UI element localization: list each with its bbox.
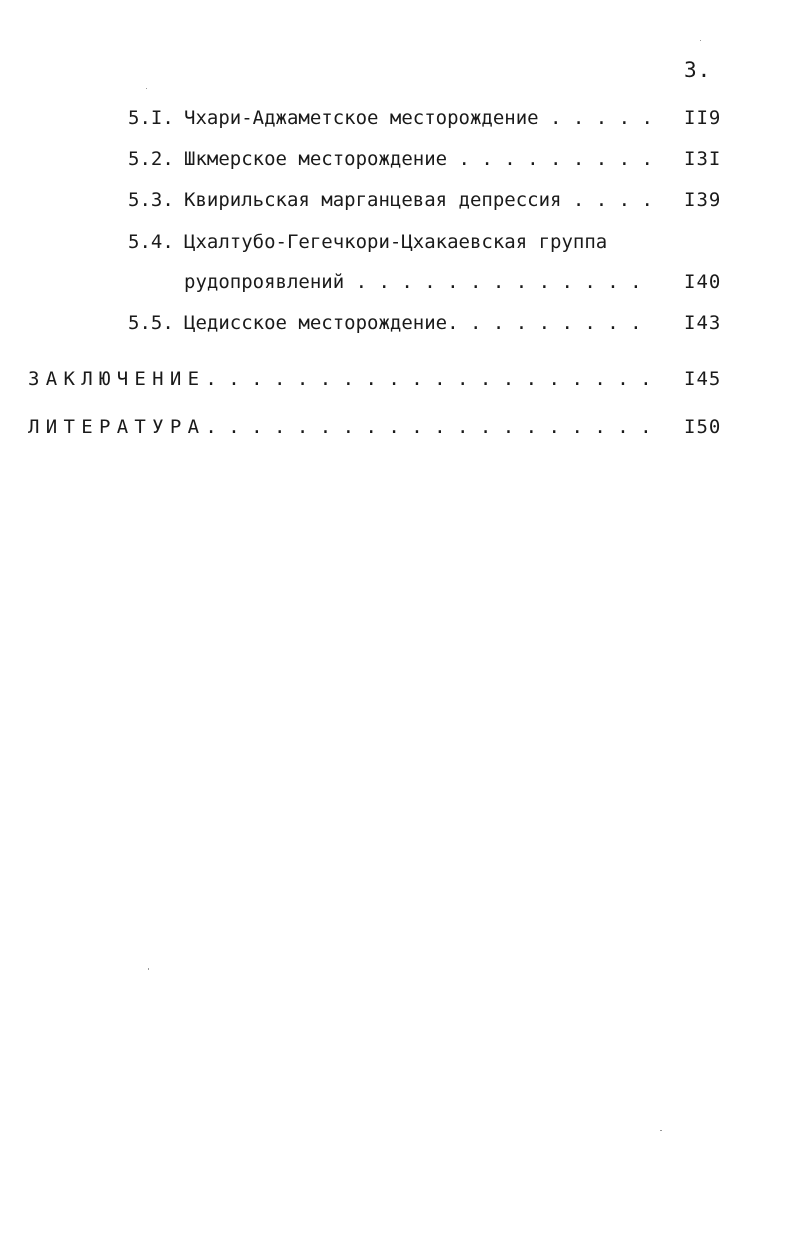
toc-entry-title: Чхари-Аджаметское месторождение . . . . .: [184, 107, 653, 129]
toc-entry-number: 5.5.: [128, 312, 174, 334]
toc-entry-page: I43: [684, 312, 722, 334]
toc-entry-title: Цхалтубо-Гегечкори-Цхакаевская группа: [184, 231, 608, 253]
toc-entry-title: Квирильская марганцевая депрессия . . . .: [184, 189, 653, 211]
toc-entry-page: I3I: [684, 148, 722, 170]
scan-speck: [660, 1130, 662, 1131]
toc-entry-number: 5.I.: [128, 107, 174, 129]
toc-entry-title: Цедисское месторождение. . . . . . . . .: [184, 312, 642, 334]
toc-entry-title-continuation: рудопроявлений . . . . . . . . . . . . .: [184, 271, 642, 293]
toc-conclusion: [0, 365, 797, 393]
references-page: I50: [684, 416, 722, 438]
toc-entry-page: I39: [684, 189, 722, 211]
toc-entry-continuation: [0, 268, 797, 296]
toc-entry: [0, 228, 797, 256]
conclusion-page: I45: [684, 368, 722, 390]
page-number: 3.: [684, 58, 712, 82]
toc-entry: [0, 104, 797, 132]
references-title: ЛИТЕРАТУРА: [28, 416, 206, 438]
toc-entry-number: 5.4.: [128, 231, 174, 253]
toc-references: [0, 413, 797, 441]
scan-speck: [148, 968, 149, 970]
toc-entry-page: II9: [684, 107, 722, 129]
toc-entry: [0, 186, 797, 214]
scan-speck: [146, 88, 147, 89]
scan-speck: [700, 40, 701, 41]
toc-entry: [0, 309, 797, 337]
toc-entry-number: 5.2.: [128, 148, 174, 170]
toc-entry-page: I40: [684, 271, 722, 293]
toc-entry-number: 5.3.: [128, 189, 174, 211]
toc-entry: [0, 145, 797, 173]
toc-entry-title: Шкмерское месторождение . . . . . . . . .: [184, 148, 653, 170]
conclusion-title: ЗАКЛЮЧЕНИЕ: [28, 368, 206, 390]
conclusion-title-group: [28, 365, 652, 393]
conclusion-dots: . . . . . . . . . . . . . . . . . . . .: [205, 368, 652, 390]
references-dots: . . . . . . . . . . . . . . . . . . . .: [205, 416, 652, 438]
references-title-group: [28, 413, 652, 441]
